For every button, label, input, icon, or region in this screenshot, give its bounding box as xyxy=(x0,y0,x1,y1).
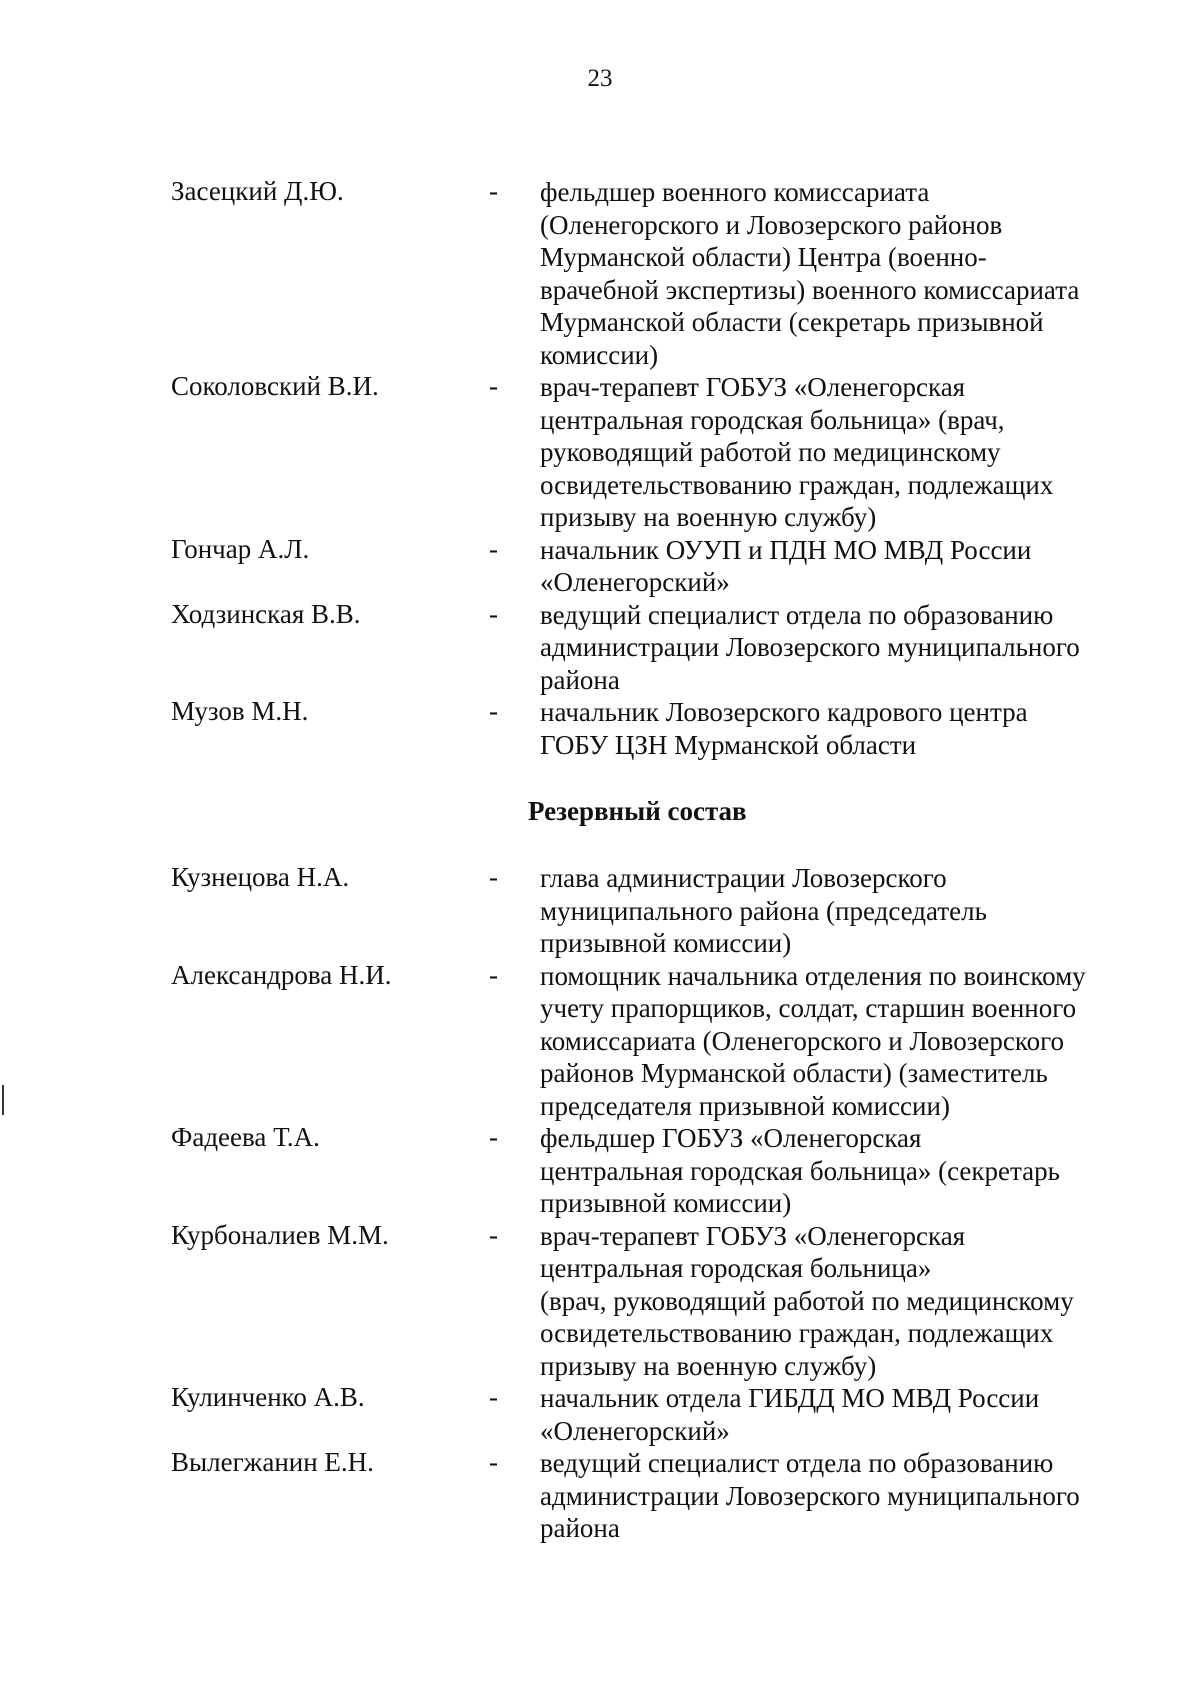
member-dash: - xyxy=(489,1122,498,1152)
position-line: Мурманской области) Центра (военно- xyxy=(540,242,987,272)
position-line: комиссии) xyxy=(540,339,659,370)
member-position xyxy=(540,599,1140,697)
member-dash: - xyxy=(489,696,498,726)
position-line: (Оленегорского и Ловозерского районов xyxy=(540,209,1003,240)
member-row xyxy=(0,599,1200,697)
member-dash: - xyxy=(489,598,498,629)
member-position xyxy=(540,960,1140,1123)
page-number: 23 xyxy=(587,65,613,92)
position-line: учету прапорщиков, солдат, старшин военного xyxy=(540,993,1077,1023)
member-dash: - xyxy=(489,371,498,401)
member-row xyxy=(0,696,1200,761)
member-name: Курбоналиев М.М. xyxy=(171,1219,389,1250)
position-line: администрации Ловозерского муниципального xyxy=(540,1480,1080,1511)
position-line: глава администрации Ловозерского xyxy=(540,863,947,893)
member-name: Засецкий Д.Ю. xyxy=(171,176,344,206)
member-dash: - xyxy=(489,1382,498,1412)
position-line: «Оленегорский» xyxy=(540,1415,730,1446)
position-line: района xyxy=(540,664,620,695)
position-line: центральная городская больница» xyxy=(540,1253,932,1283)
member-dash: - xyxy=(489,176,498,206)
member-row xyxy=(0,862,1200,960)
member-name: Соколовский В.И. xyxy=(171,371,379,401)
position-line: фельдшер ГОБУЗ «Оленегорская xyxy=(540,1123,922,1153)
member-dash: - xyxy=(489,533,498,564)
position-line: ведущий специалист отдела по образованию xyxy=(540,1448,1054,1478)
member-position xyxy=(540,1220,1140,1383)
position-line: ведущий специалист отдела по образованию xyxy=(540,599,1054,630)
member-row xyxy=(0,1122,1200,1220)
member-position xyxy=(540,534,1140,599)
member-name: Кулинченко А.В. xyxy=(171,1382,365,1412)
position-line: врач-терапевт ГОБУЗ «Оленегорская xyxy=(540,1220,966,1251)
position-line: начальник Ловозерского кадрового центра xyxy=(540,697,1028,727)
position-line: начальник ОУУП и ПДН МО МВД России xyxy=(540,534,1032,565)
member-position xyxy=(540,176,1140,371)
member-position xyxy=(540,1382,1140,1447)
position-line: Мурманской области (секретарь призывной xyxy=(540,307,1044,337)
position-line: освидетельствованию граждан, подлежащих xyxy=(540,1318,1054,1348)
position-line: председателя призывной комиссии) xyxy=(540,1090,950,1121)
member-name: Кузнецова Н.А. xyxy=(171,862,350,892)
member-dash: - xyxy=(489,1447,498,1477)
member-name: Александрова Н.И. xyxy=(171,959,392,990)
member-row xyxy=(0,534,1200,599)
member-name: Фадеева Т.А. xyxy=(171,1122,320,1152)
position-line: фельдшер военного комиссариата xyxy=(540,177,930,207)
position-line: руководящий работой по медицинскому xyxy=(540,437,1001,467)
position-line: района xyxy=(540,1513,620,1543)
member-name: Вылегжанин Е.Н. xyxy=(171,1447,374,1477)
position-line: начальник отдела ГИБДД МО МВД России xyxy=(540,1383,1040,1413)
position-line: врач-терапевт ГОБУЗ «Оленегорская xyxy=(540,372,966,402)
member-row xyxy=(0,1382,1200,1447)
member-row xyxy=(0,1447,1200,1545)
position-line: комиссариата (Оленегорского и Ловозерского xyxy=(540,1025,1064,1056)
position-line: центральная городская больница» (секретарь xyxy=(540,1155,1060,1186)
member-row xyxy=(0,371,1200,534)
position-line: призыву на военную службу) xyxy=(540,1350,877,1381)
position-line: администрации Ловозерского муниципального xyxy=(540,632,1080,662)
member-dash: - xyxy=(489,1219,498,1250)
position-line: муниципального района (председатель xyxy=(540,895,987,926)
position-line: районов Мурманской области) (заместитель xyxy=(540,1058,1048,1088)
reserve-heading: Резервный состав xyxy=(528,796,747,826)
position-line: центральная городская больница» (врач, xyxy=(540,404,1005,435)
member-position xyxy=(540,696,1140,761)
member-position xyxy=(540,1447,1140,1545)
member-row xyxy=(0,960,1200,1123)
member-dash: - xyxy=(489,959,498,990)
position-line: призывной комиссии) xyxy=(540,1188,792,1218)
position-line: (врач, руководящий работой по медицинскому xyxy=(540,1285,1074,1316)
position-line: призыву на военную службу) xyxy=(540,502,877,532)
member-position xyxy=(540,371,1140,534)
member-row xyxy=(0,176,1200,371)
member-position xyxy=(540,1122,1140,1220)
member-position xyxy=(540,862,1140,960)
reserve-members-list xyxy=(0,862,1200,1545)
position-line: ГОБУ ЦЗН Мурманской области xyxy=(540,729,917,760)
position-line: «Оленегорский» xyxy=(540,567,730,597)
member-dash: - xyxy=(489,862,498,892)
member-row xyxy=(0,1220,1200,1383)
member-name: Ходзинская В.В. xyxy=(171,598,361,629)
position-line: помощник начальника отделения по воинскому xyxy=(540,960,1086,991)
position-line: освидетельствованию граждан, подлежащих xyxy=(540,469,1054,500)
position-line: врачебной экспертизы) военного комиссариата xyxy=(540,274,1080,305)
member-name: Гончар А.Л. xyxy=(171,533,310,564)
member-name: Музов М.Н. xyxy=(171,696,309,726)
scan-edge-mark xyxy=(2,1085,4,1115)
main-members-list xyxy=(0,176,1200,761)
position-line: призывной комиссии) xyxy=(540,928,792,958)
